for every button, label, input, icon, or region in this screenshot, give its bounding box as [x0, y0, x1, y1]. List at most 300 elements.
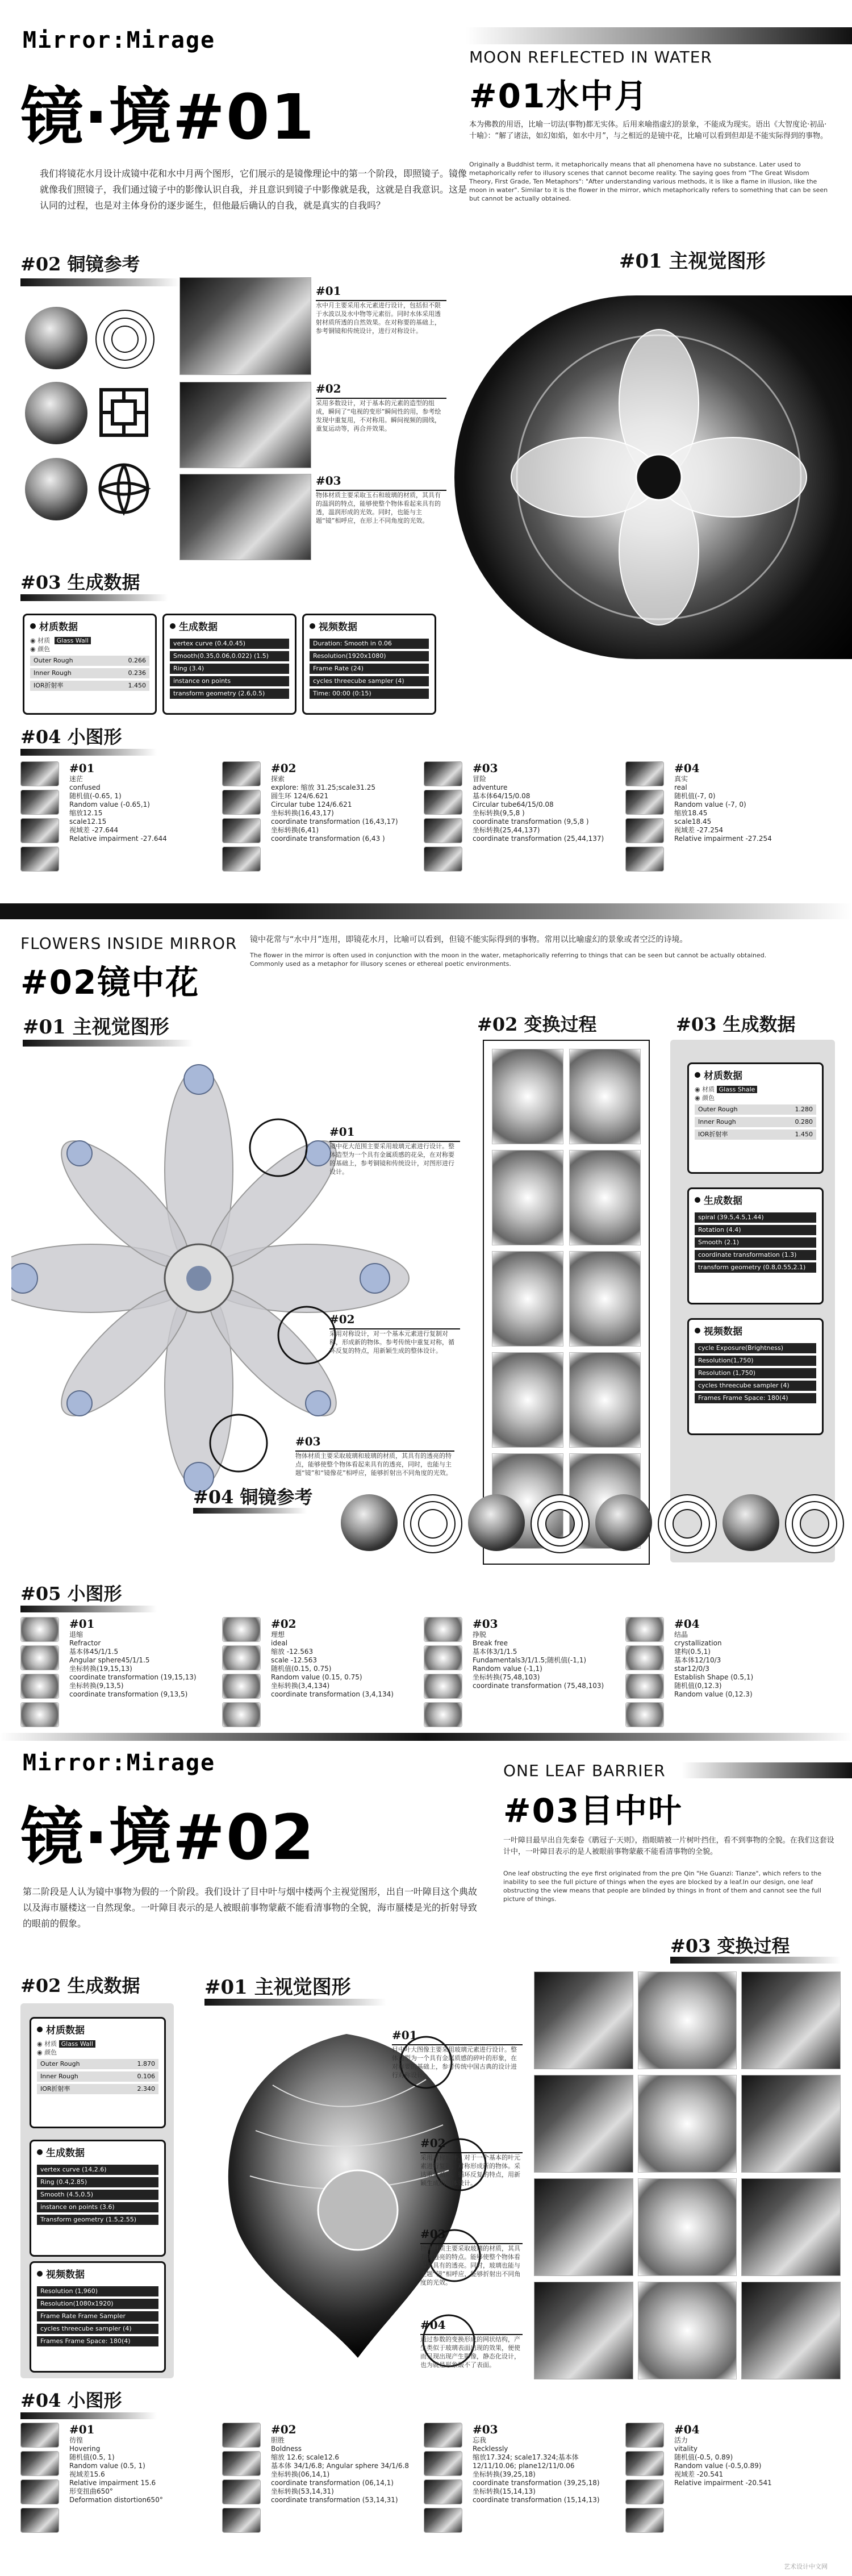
s2-small-tag: #02	[271, 1617, 296, 1631]
s2-small-tag: #04	[674, 1617, 700, 1631]
s3-callout-4-tag: #04	[420, 2318, 523, 2335]
gen-data-title: #03 生成数据	[20, 572, 140, 593]
s3-transform-step	[534, 1971, 633, 2069]
s2-callout-2-text: 采用对称设计，对一个基本元素进行复制对称，形成新的物体。参考传统中重复对称，循环反复的特点，用新颖生成的整体设计。	[329, 1330, 454, 1354]
material-row-2	[30, 668, 149, 678]
s2-small-thumb	[625, 1674, 664, 1699]
s3-heading: ONE LEAF BARRIER	[503, 1761, 666, 1780]
s3-small-line: Hovering	[69, 2445, 101, 2453]
s2-small-line: 缩放 -12.563	[271, 1648, 314, 1656]
s3-transform-grid	[534, 1971, 841, 2381]
s1-small-tag: #03	[473, 761, 498, 775]
s2-small-row	[20, 1617, 838, 1731]
moon-thumb-1	[179, 277, 311, 375]
generate-panel-title: 生成数据	[179, 622, 218, 633]
s2-small-line: 坐标转换(19,15,13)	[69, 1665, 132, 1673]
s3-transform-step	[534, 2282, 633, 2379]
material-label: 材质	[37, 637, 51, 644]
s3-small-line: 随机值(0.5, 1)	[69, 2453, 115, 2461]
s2-small-line: Random value (0,12.3)	[674, 1690, 753, 1698]
s1-small-thumbs-1	[20, 761, 62, 875]
s1-small-line: real	[674, 783, 687, 791]
small-graphics-row	[20, 761, 838, 898]
s1-small-line: 坐标转换(6,41)	[271, 826, 319, 834]
s3-small-line: Random value (-0.5,0.89)	[674, 2462, 762, 2470]
s1-small-tag: #01	[69, 761, 95, 775]
s3-callout-2-text: 采用对称设计。对于一个基本的叶元素进行复制，对称形成新的物体。采达重复循环、循环反复的特点，用新颖生成的整体设计。	[420, 2154, 520, 2187]
s2-generate-row-4: coordinate transformation (1.3)	[695, 1250, 816, 1260]
s2-small-thumb	[424, 1617, 462, 1642]
s3-small-line: vitality	[674, 2445, 698, 2453]
s1-small-thumbs-2	[222, 761, 264, 875]
s2-main-visual-title: #01 主视觉图形	[23, 1016, 169, 1039]
s3-callout-1-text: 目中叶大图像主要采用玻璃元素进行设计。整体造型为一个具有金属质感的碎叶的形象，在对称要的基础上，参考传统中国古典的设计进行对称设计。	[392, 2046, 517, 2079]
s2-small-title: #05 小图形	[20, 1583, 122, 1604]
row-value: 1.870	[137, 2060, 155, 2068]
s3-small-line: 胆胜	[271, 2436, 285, 2444]
s3-video-row-1: Resolution (1,960)	[37, 2286, 158, 2296]
s2-video-row-4: cycles threecube sampler (4)	[695, 1381, 816, 1391]
s2-generate-row-3: Smooth (2.1)	[695, 1237, 816, 1248]
s3-video-row-5: Frames Frame Space: 180(4)	[37, 2336, 158, 2346]
callout-2	[316, 382, 446, 433]
s3-transform-step	[638, 2282, 737, 2379]
s2-small-thumb	[222, 1702, 261, 1727]
s1-small-line: coordinate transformation (16,43,17)	[271, 818, 398, 826]
s3-callout-4	[420, 2318, 523, 2369]
s3-small-line: Random value (0.5, 1)	[69, 2462, 145, 2470]
s2-callout-3-text: 物体材质主要采取玻璃和玻璃的材质，其具有的透亮的特点，能够使整个物体看起来具有的透亮，同时，也能与主题“镜”和“镜像花”相呼应，能够折射出不同角度的光效。	[295, 1452, 452, 1477]
s3-desc-cn: 一叶障目最早出自先秦卷《鹖冠子·天则》，指眼睛被一片树叶挡住，看不到事物的全貌。在我们这套设计中，一叶障目表示的是人被眼前事物蒙蔽不能看清事物的全貌。	[503, 1836, 834, 1856]
s2-small-line: 建构(0.5,1)	[674, 1648, 711, 1656]
s3-generate-row-1: vertex curve (14,2.6)	[37, 2165, 158, 2175]
radio-icon: ◉	[30, 637, 36, 644]
s2-small-tag: #03	[473, 1617, 498, 1631]
s2-video-row-1: cycle Exposure(Brightness)	[695, 1343, 816, 1353]
s3-small-thumbs-1	[20, 2423, 62, 2536]
s2-small-line: 随机值(0,12.3)	[674, 1682, 722, 1690]
s2-small-thumb	[625, 1702, 664, 1727]
s1-small-line: 随机值(-7, 0)	[674, 792, 716, 800]
bronze-mirror-3	[25, 458, 87, 520]
s3-small-thumb	[20, 2479, 59, 2504]
s1-small-line: 真实	[674, 775, 688, 783]
s2-generate-panel	[687, 1187, 824, 1304]
s3-transform-step	[638, 2178, 737, 2276]
section-2-divider	[0, 903, 852, 919]
s2-small-line: Establish Shape (0.5,1)	[674, 1673, 754, 1681]
s3-small-line: 活力	[674, 2436, 688, 2444]
video-row-2: Resolution(1920x1080)	[310, 651, 429, 661]
s2-bronze-mirror	[658, 1494, 717, 1553]
gen-data-bar	[20, 594, 168, 601]
s2-callout-2-tag: #02	[329, 1312, 460, 1329]
row-key: Inner Rough	[40, 2073, 78, 2080]
s2-small-thumbs-4	[625, 1617, 667, 1731]
s2-callout-3-tag: #03	[295, 1435, 454, 1452]
intro-text: 我们将镜花水月设计成镜中花和水中月两个图形，它们展示的是镜像理论中的第一个阶段，即照镜子。镜像就像我们照镜子，我们通过镜子中的影像认识自我，并且意识到镜子中影像就是我，这就是自我意识。这是认同的过程，也是对主体身份的逐步诞生，但他最后确认的自我，就是真实的自我吗？	[40, 168, 467, 211]
s2-bronze-mirror	[785, 1494, 844, 1553]
s2-mirror-ref-bar	[193, 1508, 307, 1514]
s2-small-thumb	[222, 1645, 261, 1670]
radio-icon: ◉	[30, 645, 36, 653]
s2-small-thumb	[20, 1645, 59, 1670]
material-row-1	[30, 656, 149, 666]
s3-leaf-title: #03目中叶	[503, 1791, 683, 1830]
s3-small-line: 坐标转换(15,14,13)	[473, 2487, 536, 2495]
s2-small-thumb	[20, 1702, 59, 1727]
flowers-desc-en: The flower in the mirror is often used in conjunction with the moon in the water, metaphorically referring to things that can be seen but cannot be actually obtained. Commonly used as a metaphor for illusory scenes or ethereal poetic environments.	[250, 952, 767, 968]
s2-material-row-3	[695, 1129, 816, 1140]
s2-small-line: 基本体45/1/1.5	[69, 1648, 119, 1656]
s2-small-line: ideal	[271, 1639, 288, 1647]
s3-small-line: 随机值(-0.5, 0.89)	[674, 2453, 733, 2461]
s3-transform-step	[638, 1971, 737, 2069]
s3-callout-3-tag: #03	[420, 2227, 523, 2244]
s3-logo: Mirror:Mirage	[23, 1750, 216, 1776]
s3-small-row	[20, 2423, 838, 2559]
s3-callout-3	[420, 2227, 523, 2287]
s2-small-line: 基本体12/10/3	[674, 1656, 721, 1664]
s2-small-line: 结晶	[674, 1631, 688, 1639]
flowers-heading: FLOWERS INSIDE MIRROR	[20, 934, 237, 953]
bronze-mirror-2	[25, 382, 87, 444]
s3-generate-row-4: instance on points (3.6)	[37, 2202, 158, 2212]
s3-callout-1-tag: #01	[392, 2028, 523, 2045]
s2-small-line: Random value (0.15, 0.75)	[271, 1673, 362, 1681]
s3-gen-data-title: #02 生成数据	[20, 1975, 140, 1996]
s3-small-line: 坐标转换(06,14,1)	[271, 2470, 330, 2478]
s1-small-thumb	[424, 818, 462, 843]
s1-small-thumb	[625, 761, 664, 786]
s2-small-thumbs-2	[222, 1617, 264, 1731]
callout-3-text: 物体材质主要采取玉石和玻璃的材质，其具有的温润的特点，能够使整个物体看起来具有的透，温润形成的光效。同时，也能与主题“镜”相呼应，在形上不同角度的光效。	[316, 491, 441, 524]
s3-small-line: coordinate transformation (39,25,18)	[473, 2479, 600, 2487]
s3-callout-4-text: 通过参数的变换形成的网状结构，产生类似于玻璃表面出现的效果，便使而呈现出现产生影像，静态化设计，也为就是形象破不了表面。	[420, 2336, 520, 2369]
s2-small-line: scale -12.563	[271, 1656, 318, 1664]
row-value: 0.266	[128, 657, 146, 664]
s2-material-row-1	[695, 1104, 816, 1115]
s2-small-line: coordinate transformation (75,48,103)	[473, 1682, 604, 1690]
moon-desc-en: Originally a Buddhist term, it metaphorically means that all phenomena have no substance. Later used to metaphorically refer to illusory scenes that cannot become reality. The saying goes from "The Great Wisdom Theory, First Grade, Ten Metaphors": "After understanding various methods, it is like a flame in illusion, like the moon in water". Similar to it is the flower in the mirror, which metaphorically refers to something that can be seen but cannot be actually obtained.	[469, 161, 828, 202]
s1-small-thumb	[424, 847, 462, 872]
header-gradient-bar	[466, 27, 852, 44]
s2-small-thumb	[20, 1674, 59, 1699]
transform-grid	[484, 1041, 649, 1557]
s1-small-line: adventure	[473, 783, 508, 791]
s2-transform-step	[569, 1352, 641, 1448]
section-2	[0, 903, 852, 1739]
logo-mirror-mirage: Mirror:Mirage	[23, 27, 216, 53]
s2-transform-title: #02 变换过程	[477, 1014, 597, 1035]
s2-callout-2	[329, 1312, 460, 1355]
generate-row-3: Ring (3.4)	[170, 664, 289, 674]
s3-material-row-2	[37, 2071, 158, 2082]
s3-generate-panel	[30, 2140, 166, 2257]
s1-small-line: 迷茫	[69, 775, 83, 783]
s2-gen-data-title: #03 生成数据	[676, 1014, 796, 1035]
generate-row-5: transform geometry (2.6,0.5)	[170, 689, 289, 699]
s3-callout-2-tag: #02	[420, 2136, 523, 2153]
s1-small-line: confused	[69, 783, 101, 791]
s3-small-line: Recklessly	[473, 2445, 508, 2453]
s3-transform-step	[741, 2282, 841, 2379]
s1-small-line: 冒险	[473, 775, 487, 783]
s2-bronze-mirror	[341, 1494, 398, 1551]
s3-small-thumbs-4	[625, 2423, 667, 2536]
s3-small-thumbs-2	[222, 2423, 264, 2536]
row-value: 1.280	[795, 1106, 813, 1113]
s3-generate-row-2: Ring (0.4,2.85)	[37, 2177, 158, 2187]
s1-small-line: scale18.45	[674, 818, 712, 826]
s2-bronze-mirror	[531, 1494, 590, 1553]
s1-small-thumb	[625, 847, 664, 872]
flowers-title: #02镜中花	[20, 963, 200, 1002]
row-key: IOR折射率	[698, 1131, 728, 1138]
s2-small-line: Angular sphere45/1/1.5	[69, 1656, 150, 1664]
s2-material-value: Glass Shale	[717, 1086, 758, 1093]
s3-small-line: coordinate transformation (06,14,1)	[271, 2479, 394, 2487]
s2-small-line: Refractor	[69, 1639, 101, 1647]
s1-small-line: 视域差 -27.644	[69, 826, 119, 834]
s1-small-line: Relative impairment -27.254	[674, 835, 772, 843]
s1-small-line: Random value (-7, 0)	[674, 801, 746, 808]
s3-small-line: 忘我	[473, 2436, 487, 2444]
s1-small-thumbs-3	[424, 761, 466, 875]
s1-small-line: 随机值(-0.65, 1)	[69, 792, 122, 800]
row-value: 0.236	[128, 669, 146, 677]
s2-small-thumbs-3	[424, 1617, 466, 1731]
s2-callout-1-text: 镜中花大范围主要采用玻璃元素进行设计。整体造型为一个具有金属质感的花朵，在对称要的基础上，参考铜镜和传统设计，对图形进行设计。	[329, 1143, 454, 1176]
s3-small-thumb	[222, 2508, 261, 2533]
s3-transform-step	[534, 2075, 633, 2173]
s1-small-thumb	[222, 790, 261, 815]
s2-small-line: coordinate transformation (3,4,134)	[271, 1690, 394, 1698]
video-panel-title: 视频数据	[319, 622, 357, 633]
s3-small-line: Deformation distortion650°	[69, 2496, 163, 2504]
s3-small-thumb	[222, 2451, 261, 2476]
s2-material-row-2	[695, 1117, 816, 1127]
mirror-ref-bar	[20, 278, 179, 286]
row-value: 0.106	[137, 2073, 155, 2080]
mirror-ref-title: #02 铜镜参考	[20, 253, 140, 275]
s3-transform-bar	[670, 1957, 841, 1964]
s3-small-tag: #02	[271, 2423, 296, 2436]
page-title: 镜·境#01	[20, 81, 316, 153]
s2-material-title: 材质数据	[704, 1070, 742, 1082]
s2-transform-step	[569, 1049, 641, 1144]
s1-small-line: Random value (-0.65,1)	[69, 801, 150, 808]
s3-transform-step	[741, 1971, 841, 2069]
row-value: 1.450	[128, 682, 146, 689]
s2-generate-title: 生成数据	[704, 1195, 742, 1207]
s1-small-line: 圆生环 124/6.621	[271, 792, 329, 800]
generate-panel	[162, 614, 296, 715]
s2-bronze-mirror	[595, 1494, 652, 1551]
s1-small-thumb	[20, 761, 59, 786]
video-row-5: Time: 00:00 (0:15)	[310, 689, 429, 699]
s3-generate-row-3: Smooth (4.5,0.5)	[37, 2190, 158, 2200]
s3-transform-step	[534, 2178, 633, 2276]
s1-small-line: explore: 缩放 31.25;scale31.25	[271, 783, 375, 791]
s3-material-row-3	[37, 2084, 158, 2094]
s2-small-line: 退缩	[69, 1631, 83, 1639]
s2-generate-row-1: spiral (39.5,4.5,1.44)	[695, 1212, 816, 1223]
s1-small-line: 基本体64/15/0.08	[473, 792, 531, 800]
s3-small-line: 坐标转换(53,14,31)	[271, 2487, 334, 2495]
s3-desc-en: One leaf obstructing the eye first originated from the pre Qin "He Guanzi: Tianze", which refers to the inability to see the full picture of things when the eyes are blocked by a leaf.In our design, one leaf obstructing the view means that people are blinded by things in front of them and cannot see the full picture of things.	[503, 1870, 822, 1903]
s3-small-thumb	[625, 2479, 664, 2504]
section-3	[0, 1733, 852, 2576]
s3-small-thumb	[20, 2451, 59, 2476]
s1-small-line: 探索	[271, 775, 285, 783]
row-key: Outer Rough	[698, 1106, 738, 1113]
s3-small-tag: #03	[473, 2423, 498, 2436]
section-3-divider	[0, 1733, 852, 1741]
s1-small-line: scale12.15	[69, 818, 107, 826]
s3-color-label: 颜色	[44, 2049, 57, 2056]
callout-3	[316, 474, 446, 525]
s1-small-thumb	[222, 761, 261, 786]
s1-small-line: Circular tube64/15/0.08	[473, 801, 554, 808]
s2-video-panel	[687, 1318, 824, 1435]
material-value: Glass Wall	[55, 637, 91, 644]
s3-generate-title: 生成数据	[46, 2148, 85, 2159]
s3-material-label: 材质	[44, 2040, 57, 2048]
s3-small-thumb	[625, 2423, 664, 2448]
s1-small-thumb	[625, 818, 664, 843]
bullet-icon	[310, 623, 315, 629]
bullet-icon	[37, 2027, 43, 2032]
row-value: 2.340	[137, 2085, 155, 2093]
s2-small-line: star12/0/3	[674, 1665, 709, 1673]
row-key: Outer Rough	[34, 657, 73, 664]
flowers-desc-cn: 镜中花常与“水中月”连用，即镜花水月，比喻可以看到，但镜不能实际得到的事物。常用以比喻虚幻的景象或者空泛的诗境。	[250, 935, 688, 944]
s3-small-thumb	[625, 2508, 664, 2533]
s3-transform-step	[741, 2178, 841, 2276]
radio-icon: ◉	[695, 1086, 700, 1093]
bullet-icon	[695, 1328, 700, 1333]
s3-small-line: Boldness	[271, 2445, 302, 2453]
s1-small-line: Relative impairment -27.644	[69, 835, 167, 843]
s3-small-line: 形变扭曲650°	[69, 2487, 113, 2495]
s2-small-line: 挣脱	[473, 1631, 487, 1639]
callout-3-tag: #03	[316, 474, 446, 491]
callout-1	[316, 284, 446, 335]
s2-transform-step	[492, 1150, 563, 1245]
radio-icon: ◉	[695, 1094, 700, 1102]
s3-small-line: 彷徨	[69, 2436, 83, 2444]
s3-small-line: coordinate transformation (15,14,13)	[473, 2496, 600, 2504]
s2-mirror-row	[341, 1494, 841, 1557]
s3-video-row-2: Resolution(1080x1920)	[37, 2299, 158, 2309]
s2-small-line: Random value (-1,1)	[473, 1665, 542, 1673]
s2-transform-step	[569, 1150, 641, 1245]
s2-small-thumb	[625, 1645, 664, 1670]
s2-transform-step	[492, 1049, 563, 1144]
material-panel	[23, 614, 157, 715]
s2-video-row-3: Resolution (1,750)	[695, 1368, 816, 1378]
s1-small-tag: #02	[271, 761, 296, 775]
radio-icon: ◉	[37, 2049, 43, 2056]
row-key: Inner Rough	[698, 1118, 736, 1126]
s2-transform-step	[569, 1251, 641, 1347]
s3-small-line: 基本体 34/1/6.8; Angular sphere 34/1/6.8	[271, 2462, 410, 2470]
radio-icon: ◉	[37, 2040, 43, 2048]
s1-small-line: 坐标转换(9,5,8 )	[473, 809, 525, 817]
material-row-3	[30, 681, 149, 691]
s2-generate-row-2: Rotation (4.4)	[695, 1225, 816, 1235]
s3-small-line: coordinate transformation (53,14,31)	[271, 2496, 398, 2504]
material-panel-title: 材质数据	[39, 622, 78, 633]
s3-video-row-3: Frame Rate Frame Sampler	[37, 2311, 158, 2321]
s2-callout-3	[295, 1435, 454, 1477]
s1-small-thumb	[625, 790, 664, 815]
s2-material-panel	[687, 1062, 824, 1174]
s2-color-label: 颜色	[702, 1094, 715, 1102]
s3-small-thumb	[424, 2423, 462, 2448]
bullet-icon	[695, 1197, 700, 1203]
s3-small-line: 视域差 -20.541	[674, 2470, 724, 2478]
s3-small-line: 缩放 12.6; scale12.6	[271, 2453, 340, 2461]
s2-bronze-mirror	[468, 1494, 525, 1551]
s1-small-thumbs-4	[625, 761, 667, 875]
generate-row-2: Smooth(0.35,0.06,0.022) (1.5)	[170, 651, 289, 661]
moon-thumb-2	[179, 382, 311, 468]
s2-generate-row-5: transform geometry (0.8,0.55,2.1)	[695, 1262, 816, 1273]
s2-small-thumb	[424, 1702, 462, 1727]
moon-thumb-3	[179, 474, 311, 560]
s3-small-tag: #04	[674, 2423, 700, 2436]
s3-small-line: Relative impairment 15.6	[69, 2479, 156, 2487]
small-graphics-bar	[20, 749, 157, 756]
generate-row-1: vertex curve (0.4,0.45)	[170, 639, 289, 649]
s2-transform-step	[492, 1251, 563, 1347]
row-value: 0.280	[795, 1118, 813, 1126]
s2-small-tag: #01	[69, 1617, 95, 1631]
s1-small-thumb	[20, 818, 59, 843]
s2-callout-1-tag: #01	[329, 1125, 460, 1142]
bronze-mirror-1	[25, 307, 87, 369]
s1-small-thumb	[222, 818, 261, 843]
mirror-diagram-1	[95, 310, 154, 369]
s3-material-panel	[30, 2017, 166, 2128]
mirror-diagram-3	[95, 460, 152, 517]
s1-small-thumb	[20, 847, 59, 872]
moon-desc-cn: 本为佛教的用语，比喻一切法(事物)都无实体。后用来喻指虚幻的景象，不能成为现实。语出《大智度论·初品·十喻》：“解了诸法，如幻如焰，如水中月”，与之相近的是镜中花，比喻可以看到但却是不能实际得到的事物。	[469, 120, 828, 140]
s3-main-visual-bar	[204, 1999, 386, 2006]
section-1	[0, 0, 852, 909]
s2-small-line: 坐标转换(75,48,103)	[473, 1673, 540, 1681]
bullet-icon	[37, 2149, 43, 2155]
s3-small-tag: #01	[69, 2423, 95, 2436]
s3-title: 镜·境#02	[20, 1801, 316, 1874]
main-visual-title: #01 主视觉图形	[619, 250, 766, 273]
s1-small-thumb	[222, 847, 261, 872]
s3-small-thumb	[222, 2479, 261, 2504]
s2-small-line: 理想	[271, 1631, 285, 1639]
s2-small-line: coordinate transformation (9,13,5)	[69, 1690, 188, 1698]
s2-main-visual-bar	[23, 1040, 193, 1047]
small-graphics-title: #04 小图形	[20, 726, 122, 748]
flower-main-graphic	[11, 1057, 420, 1500]
s1-small-line: 缩放18.45	[674, 809, 708, 817]
s2-small-line: 坐标转换(9,13,5)	[69, 1682, 124, 1690]
s1-small-thumb	[424, 761, 462, 786]
s2-video-title: 视频数据	[704, 1326, 742, 1337]
callout-2-text: 采用多数设计，对于基本的元素的造型的组成，瞬间了“电视的变形”瞬间性的用，参考绘发现中重复用，不对称用。瞬间视频的圆线，重复运动等，再合并效果。	[316, 399, 441, 432]
s1-small-line: coordinate transformation (9,5,8 )	[473, 818, 589, 826]
